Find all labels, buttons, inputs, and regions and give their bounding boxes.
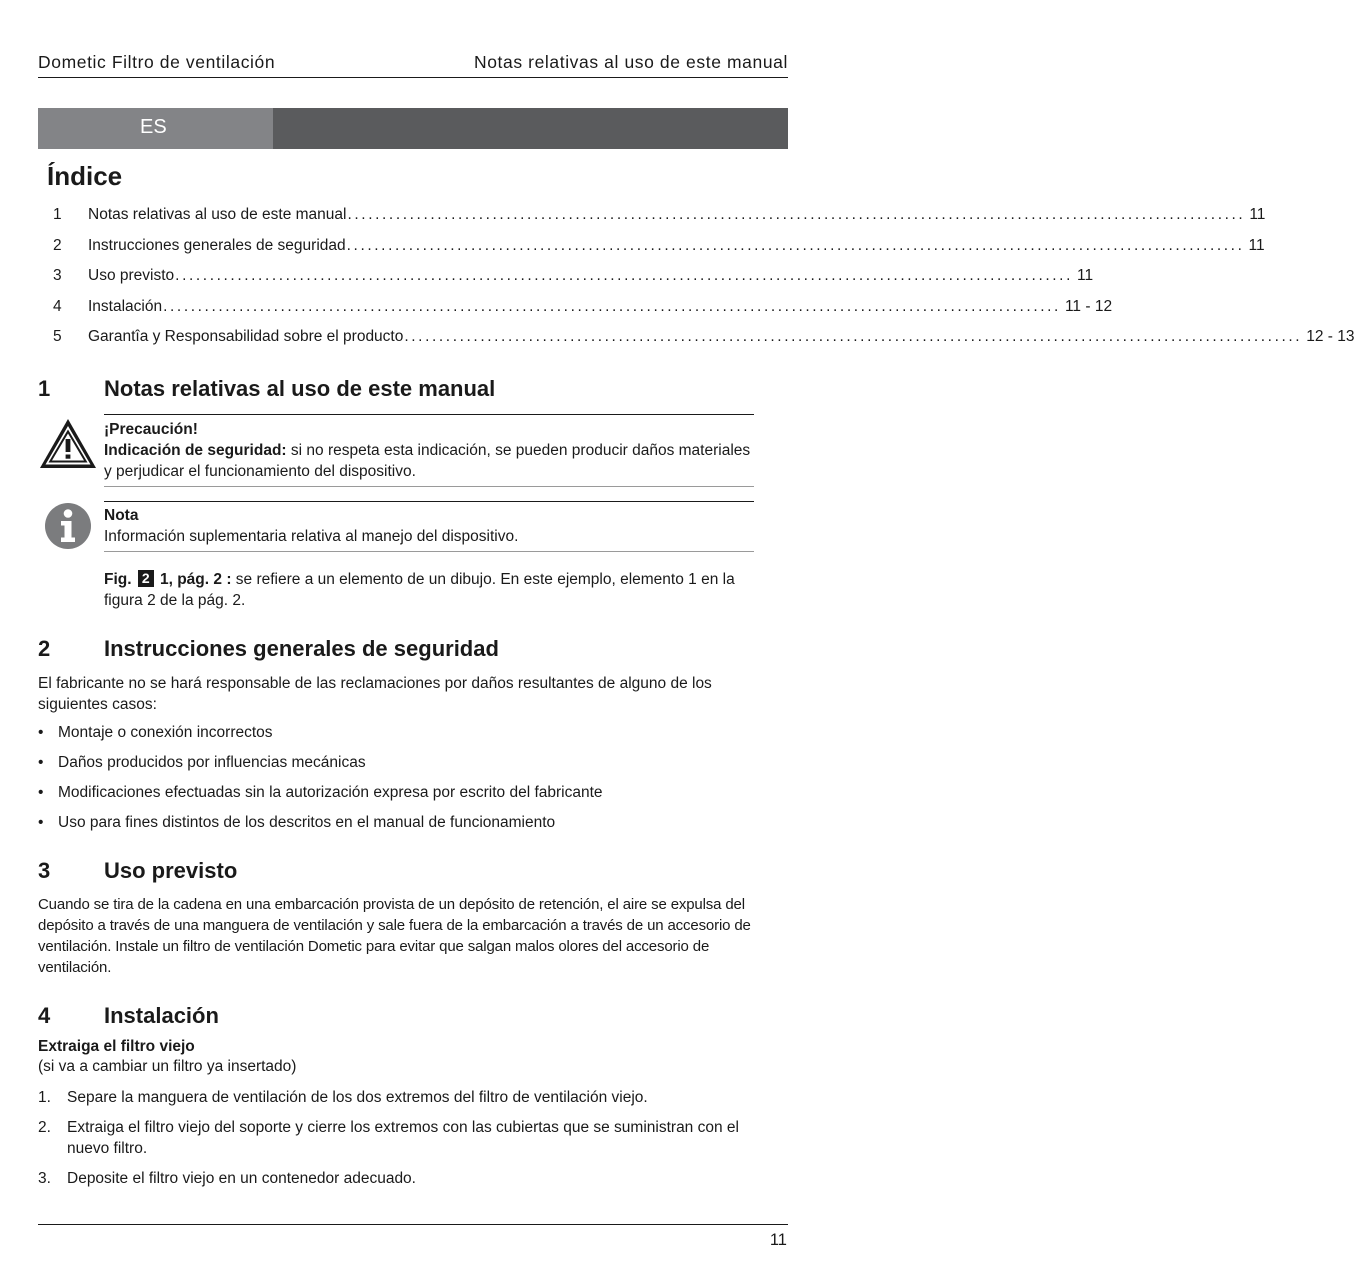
toc-page: 11 [1249, 206, 1266, 223]
section-1-number: 1 [38, 376, 51, 401]
section-4-title: Instalación [104, 1003, 219, 1028]
step-number: 2. [38, 1119, 51, 1136]
note-heading: Nota [104, 507, 139, 524]
toc-leader: .................................................................................................................................. [175, 267, 1073, 284]
toc-leader: .................................................................................................................................. [347, 206, 1246, 223]
section-4-number: 4 [38, 1003, 51, 1028]
figure-number-badge: 2 [138, 570, 154, 587]
step-text: Deposite el filtro viejo en un contenedor adecuado. [67, 1170, 416, 1187]
section-2-title: Instrucciones generales de seguridad [104, 636, 499, 661]
toc-entry[interactable] [38, 267, 1094, 298]
toc-page: 12 - 13 [1306, 328, 1354, 345]
toc-title: Garantîa y Responsabilidad sobre el producto [88, 328, 404, 345]
toc-page: 11 [1077, 267, 1094, 284]
warning-triangle-icon [38, 417, 98, 471]
table-of-contents [38, 206, 1354, 359]
step-number: 3. [38, 1170, 51, 1187]
toc-entry[interactable] [38, 297, 1113, 329]
toc-leader: .................................................................................................................................. [346, 236, 1245, 254]
list-item-text: Montaje o conexión incorrectos [58, 724, 273, 741]
running-header-title: Dometic Filtro de ventilación [38, 52, 276, 72]
info-icon [44, 502, 92, 550]
language-tab [38, 108, 273, 149]
index-title: Índice [47, 161, 123, 191]
note-top-rule [104, 501, 754, 502]
section-2-intro: El fabricante no se hará responsable de las reclamaciones por daños resultantes de alguno de los siguientes casos: [38, 675, 712, 713]
toc-leader: .................................................................................................................................. [163, 297, 1061, 315]
toc-entry[interactable] [38, 206, 1266, 237]
list-item-text: Modificaciones efectuadas sin la autorización expresa por escrito del fabricante [58, 784, 603, 801]
bullet-marker: • [38, 724, 44, 741]
page-number: 11 [769, 1231, 787, 1249]
toc-leader: .................................................................................................................................. [404, 328, 1303, 345]
header-divider [38, 77, 788, 78]
list-item-text: Uso para fines distintos de los descritos en el manual de funcionamiento [58, 814, 556, 831]
fig-label: Fig. [104, 571, 132, 588]
bullet-marker: • [38, 754, 44, 771]
toc-entry[interactable] [38, 236, 1265, 268]
footer-divider [38, 1224, 788, 1225]
caution-top-rule [104, 414, 754, 415]
section-4-subnote: (si va a cambiar un filtro ya insertado) [38, 1058, 297, 1075]
step-text: Separe la manguera de ventilación de los dos extremos del filtro de ventilación viejo. [67, 1089, 648, 1106]
language-band [38, 108, 788, 149]
toc-number: 5 [53, 328, 62, 345]
toc-number: 2 [53, 236, 62, 254]
toc-number: 4 [53, 297, 62, 315]
running-header-section: Notas relativas al uso de este manual [473, 52, 788, 72]
step-text: Extraiga el filtro viejo del soporte y cierre los extremos con las cubiertas que se suministran con el nuevo filtro. [67, 1119, 739, 1157]
caution-label: Indicación de seguridad: [104, 442, 287, 459]
caution-block [104, 419, 754, 482]
toc-page: 11 [1248, 236, 1265, 254]
note-bottom-rule [104, 551, 754, 552]
step-number: 1. [38, 1089, 51, 1106]
section-3-text: Cuando se tira de la cadena en una embarcación provista de un depósito de retención, el aire se expulsa del depósito a través de una manguera de ventilación y sale fuera de la embarcación a través de un accesorio de ventilación. Instale un filtro de ventilación Dometic para evitar que salgan malos olores del accesorio de ventilación. [38, 896, 751, 976]
note-block [104, 505, 754, 547]
toc-entry[interactable] [38, 328, 1354, 359]
toc-title: Uso previsto [88, 267, 175, 284]
bullet-marker: • [38, 784, 44, 801]
bullet-marker: • [38, 814, 44, 831]
figure-reference-note [104, 569, 754, 611]
section-3-title: Uso previsto [104, 858, 238, 883]
section-3-number: 3 [38, 858, 51, 883]
caution-bottom-rule [104, 486, 754, 487]
toc-page: 11 - 12 [1064, 297, 1113, 315]
fig-reference: 1, pág. 2 : [159, 571, 232, 588]
section-4-subheading: Extraiga el filtro viejo [38, 1038, 195, 1055]
section-1-title: Notas relativas al uso de este manual [104, 376, 496, 401]
caution-heading: ¡Precaución! [104, 421, 198, 438]
toc-number: 3 [53, 267, 62, 284]
fig-reference-text: se refiere a un elemento de un dibujo. En este ejemplo, elemento 1 en la figura 2 de la pág. 2. [104, 571, 735, 609]
list-item-text: Daños producidos por influencias mecánicas [58, 754, 366, 771]
toc-number: 1 [53, 206, 62, 223]
caution-text: si no respeta esta indicación, se pueden producir daños materiales y perjudicar el funcionamiento del dispositivo. [104, 442, 751, 480]
toc-title: Instrucciones generales de seguridad [88, 236, 346, 254]
section-2-number: 2 [38, 636, 51, 661]
toc-title: Instalación [88, 297, 163, 315]
language-code: ES [140, 116, 167, 138]
note-text: Información suplementaria relativa al manejo del dispositivo. [104, 528, 519, 545]
toc-title: Notas relativas al uso de este manual [88, 206, 347, 223]
